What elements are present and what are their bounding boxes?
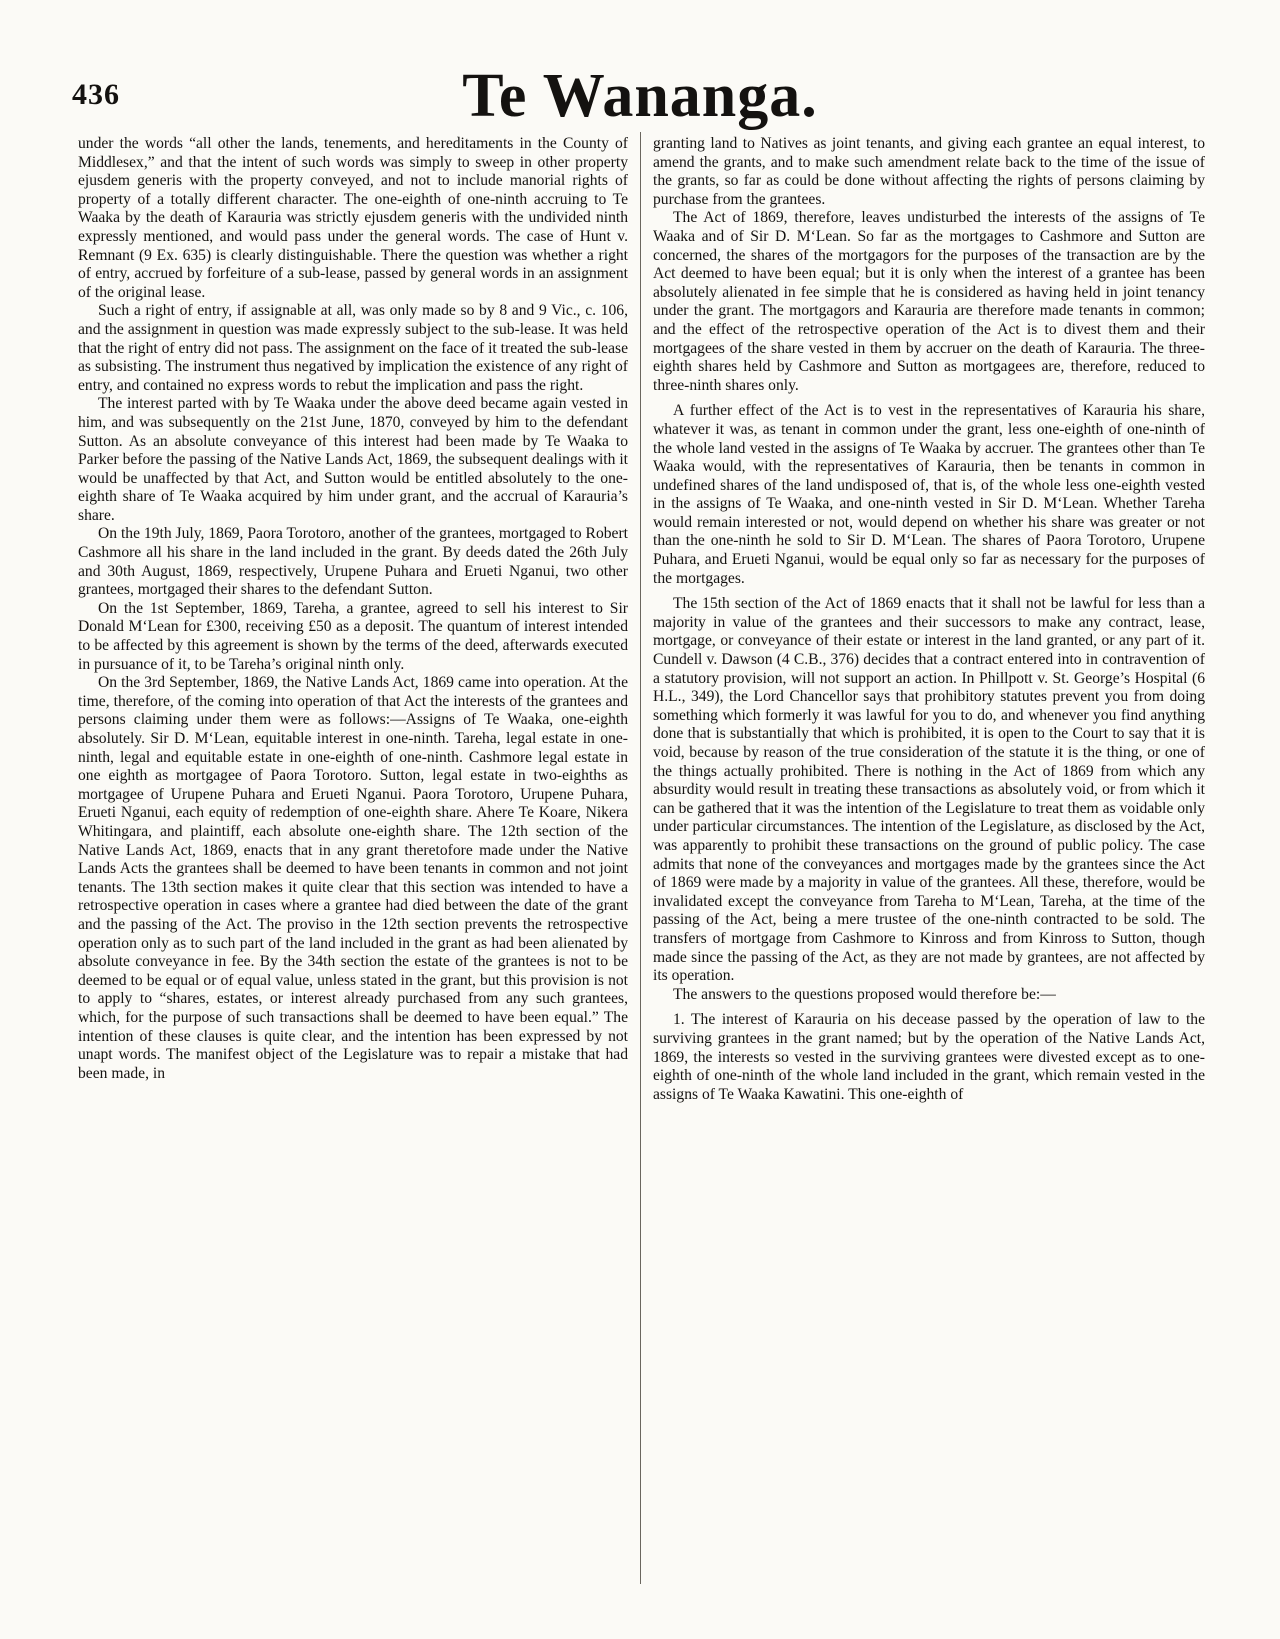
paragraph: A further effect of the Act is to vest in the representatives of Karauria his share, whatever it was, as tenant in common under the grant, less one-eighth of one-ninth of the whole land vested in the assigns of Te Waaka by accruer. The grantees other than Te Waaka would, with the representatives of Karauria, then be tenants in common in undefined shares of the land undisposed of, that is, of the whole less one-eighth vested in the assigns of Te Waaka, and one-ninth vested in Sir D. M‘Lean. Whether Tareha would remain interested or not, would depend on whether his share was greater or not than the one-ninth he sold to Sir D. M‘Lean. The shares of Paora Torotoro, Urupene Puhara, and Erueti Nganui, would be equal only so far as necessary for the purposes of the mortgages. xyxy=(653,402,1205,587)
paragraph: Such a right of entry, if assignable at all, was only made so by 8 and 9 Vic., c. 106, and the assignment in question was made expressly subject to the sub-lease. It was held that the right of entry did not pass. The assignment on the face of it treated the sub-lease as subsisting. The instrument thus negatived by implication the existence of any right of entry, and contained no express words to rebut the implication and pass the right. xyxy=(78,302,628,394)
right-column xyxy=(653,135,1205,1104)
paragraph: under the words “all other the lands, tenements, and hereditaments in the County of Middlesex,” and that the intent of such words was simply to sweep in other property ejusdem generis with the property conveyed, and not to include manorial rights of property of a totally different character. The one-eighth of one-ninth accruing to Te Waaka by the death of Karauria was strictly ejusdem generis with the undivided ninth expressly mentioned, and would pass under the general words. The case of Hunt v. Remnant (9 Ex. 635) is clearly distinguishable. There the question was whether a right of entry, accrued by forfeiture of a sub-lease, passed by general words in an assignment of the original lease. xyxy=(78,135,628,301)
paragraph: The 15th section of the Act of 1869 enacts that it shall not be lawful for less than a majority in value of the grantees and their successors to make any contract, lease, mortgage, or conveyance of their estate or interest in the land granted, or any part of it. Cundell v. Dawson (4 C.B., 376) decides that a contract entered into in contravention of a statutory provision, will not support an action. In Phillpott v. St. George’s Hospital (6 H.L., 349), the Lord Chancellor says that prohibitory statutes prevent you from doing something which formerly it was lawful for you to do, and whenever you find anything done that is substantially that which is prohibited, it is open to the Court to say that it is void, because by reason of the true consideration of the statute it is the thing, or one of the things actually prohibited. There is nothing in the Act of 1869 from which any absurdity would result in treating these transactions as absolutely void, or from which it can be gathered that it was the intention of the Legislature to treat them as voidable only under particular circumstances. The intention of the Legislature, as disclosed by the Act, was apparently to prohibit these transactions on the ground of public policy. The case admits that none of the conveyances and mortgages made by the grantees since the Act of 1869 were made by a majority in value of the grantees. All these, therefore, would be invalidated except the conveyance from Tareha to M‘Lean, Tareha, at the time of the passing of the Act, being a mere trustee of the one-ninth contracted to be sold. The transfers of mortgage from Cashmore to Kinross and from Kinross to Sutton, though made since the passing of the Act, as they are not made by grantees, are not affected by its operation. xyxy=(653,595,1205,985)
paragraph: On the 19th July, 1869, Paora Torotoro, another of the grantees, mortgaged to Robert Cashmore all his share in the land included in the grant. By deeds dated the 26th July and 30th August, 1869, respectively, Urupene Puhara and Erueti Nganui, two other grantees, mortgaged their shares to the defendant Sutton. xyxy=(78,525,628,599)
paragraph: granting land to Natives as joint tenants, and giving each grantee an equal interest, to amend the grants, and to make such amendment relate back to the time of the issue of the grants, so far as could be done without affecting the rights of persons claiming by purchase from the grantees. xyxy=(653,135,1205,208)
paragraph: The Act of 1869, therefore, leaves undisturbed the interests of the assigns of Te Waaka and of Sir D. M‘Lean. So far as the mortgages to Cashmore and Sutton are concerned, the shares of the mortgagors for the purposes of the transaction are by the Act deemed to have been equal; but it is only when the interest of a grantee has been absolutely alienated in fee simple that he is considered as having held in joint tenancy under the grant. The mortgagors and Karauria are therefore made tenants in common; and the effect of the retrospective operation of the Act is to divest them and their mortgagees of the share vested in them by accruer on the death of Karauria. The three-eighth shares held by Cashmore and Sutton as mortgagees are, therefore, reduced to three-ninth shares only. xyxy=(653,209,1205,394)
masthead-title: Te Wananga. xyxy=(462,62,818,130)
page-number: 436 xyxy=(72,78,120,111)
paragraph: The answers to the questions proposed would therefore be:— xyxy=(673,985,1056,1003)
paragraph: On the 3rd September, 1869, the Native Lands Act, 1869 came into operation. At the time, therefore, of the coming into operation of that Act the interests of the grantees and persons claiming under them were as follows:—Assigns of Te Waaka, one-eighth absolutely. Sir D. M‘Lean, equitable interest in one-ninth. Tareha, legal estate in one-ninth, legal and equitable estate in one-eighth of one-ninth. Cashmore legal estate in one eighth as mortgagee of Paora Torotoro. Sutton, legal estate in two-eighths as mortgagee of Urupene Puhara and Erueti Nganui. Paora Torotoro, Urupene Puhara, Erueti Nganui, each equity of redemption of one-eighth share. Ahere Te Koare, Nikera Whitingara, and plaintiff, each absolute one-eighth share. The 12th section of the Native Lands Act, 1869, enacts that in any grant theretofore made under the Native Lands Acts the grantees shall be deemed to have been tenants in common and not joint tenants. The 13th section makes it quite clear that this section was intended to have a retrospective operation in cases where a grantee had died between the date of the grant and the passing of the Act. The proviso in the 12th section prevents the retrospective operation only as to such part of the land included in the grant as had been alienated by absolute conveyance in fee. By the 34th section the estate of the grantees is not to be deemed to be equal or of equal value, unless stated in the grant, but this provision is not to apply to “shares, estates, or interest already purchased from any such grantees, which, for the purpose of such transactions shall be deemed to have been equal.” The intention of these clauses is quite clear, and the intention has been expressed by not unapt words. The manifest object of the Legislature was to repair a mistake that had been made, in xyxy=(78,674,628,1082)
paragraph: The interest parted with by Te Waaka under the above deed became again vested in him, and was subsequently on the 21st June, 1870, conveyed by him to the defendant Sutton. As an absolute conveyance of this interest had been made by Te Waaka to Parker before the passing of the Native Lands Act, 1869, the subsequent dealings with it would be unaffected by that Act, and Sutton would be entitled absolutely to the one-eighth share of Te Waaka acquired by him under grant, and the accrual of Karauria’s share. xyxy=(78,395,628,524)
column-divider xyxy=(640,132,641,1584)
paragraph: 1. The interest of Karauria on his decease passed by the operation of law to the surviving grantees in the grant named; but by the operation of the Native Lands Act, 1869, the interests so vested in the surviving grantees were divested except as to one-eighth of one-ninth of the whole land included in the grant, which remain vested in the assigns of Te Waaka Kawatini. This one-eighth of xyxy=(653,1011,1205,1103)
paragraph: On the 1st September, 1869, Tareha, a grantee, agreed to sell his interest to Sir Donald M‘Lean for £300, receiving £50 as a deposit. The quantum of interest intended to be affected by this agreement is shown by the terms of the deed, afterwards executed in pursuance of it, to be Tareha’s original ninth only. xyxy=(78,599,628,673)
left-column xyxy=(78,135,628,1083)
